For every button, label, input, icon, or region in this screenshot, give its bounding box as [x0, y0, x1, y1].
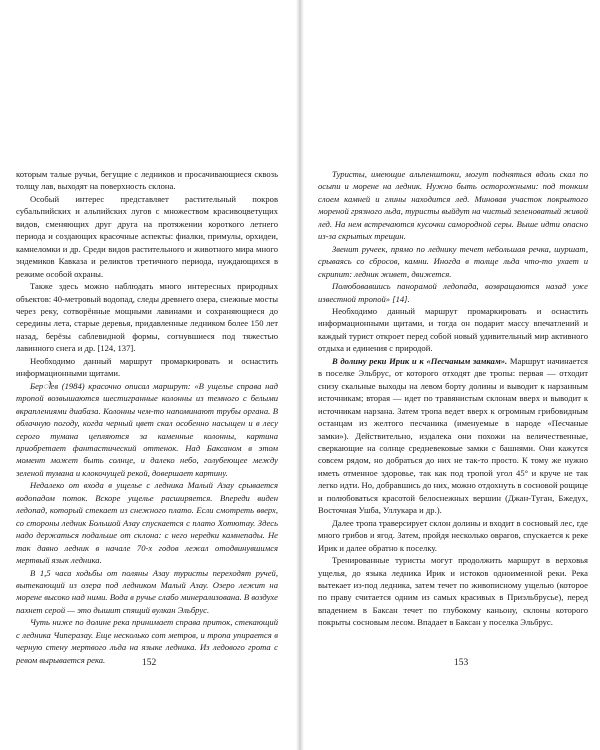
quote-paragraph: Звенит ручеек, прямо по леднику течет небольшая речка, шуршат, срываясь со сбросов, камни. Иногда в толще льда что-то ухает и скрипит: ледник живет, движется.	[318, 243, 588, 279]
quote-paragraph: Берोев (1984) красочно описал маршрут: «В ущелье справа над тропой возвышаются шестигранные колонны из темного с белыми вкраплениями диабаза. Колонны чем-то напоминают трубы органа. В облачную погоду, когда черный цвет скал особенно насыщен и в лесу серого тумана цепляются за каменные колонны, картина приобретает фантастический оттенок. Над Баксаном в этом момент может быть солнце, и далеко небо, голубеющее между зеленой тумана и клокочущей рекой, довершает картину.	[16, 380, 278, 478]
page-number: 152	[142, 658, 157, 668]
paragraph: Необходимо данный маршрут промаркировать и оснастить информационными щитами.	[16, 355, 278, 379]
paragraph: Также здесь можно наблюдать много интересных природных объектов: 40-метровый водопад, следы древнего озера, снежные мосты через реку, сотворённые мощными лавинами и сохраняющиеся до середины лета, старые деревья, придавленные ледником более 150 лет назад, берёзы саблевидной формы, согнувшиеся под тяжестью лавинного снега и др. [124, 137].	[16, 281, 278, 354]
left-page	[0, 0, 296, 750]
page-number: 153	[454, 658, 469, 668]
paragraph: Необходимо данный маршрут промаркировать и оснастить информационными щитами, и тогда он подарит массу впечатлений и каждый турист откроет перед собой новый удивительный мир активного отдыха и единения с природой.	[318, 305, 588, 354]
quote-paragraph: Полюбовавшись панорамой ледопада, возвращаются назад уже известной тропой» [14].	[318, 281, 588, 304]
quote-paragraph: В 1,5 часа ходьбы от поляны Азау туристы переходят ручей, вытекающий из озера под ледником Малый Азау. Озеро лежит на морене высоко над ними. Вода в ручье слабо минерализована. В воздухе пахнет серой — это дышит спящий вулкан Эльбрус.	[16, 567, 278, 615]
paragraph: Тренированные туристы могут продолжить маршрут в верховья ущелья, до языка ледника Ирик и истоков одноименной реки. Река вытекает из-под ледника, затем течет по живописному ущелью (которое по праву считается одним из самых красивых в Приэльбрусье), перед впадением в Баксан течет по глубокому каньону, склоны которого покрыты сосновым лесом. Впадает в Баксан у поселка Эльбрус.	[318, 555, 588, 628]
book-gutter	[296, 0, 304, 750]
quote-paragraph: Недалеко от входа в ущелье с ледника Малый Азау срывается водопадом поток. Вскоре ущелье расширяется. Впереди виден ледопад, который стекает из снежного плато. Если смотреть вверх, со стороны ледник Большой Азау спускается с плато Хотютау. Здесь надо держаться подальше от склона: с него нередки камнепады. Не так давно ледник в начале 70-х годов лежал отодвинувшимся мертвый язык ледника.	[16, 480, 278, 566]
paragraph: Далее тропа траверсирует склон долины и входит в сосновый лес, где много грибов и ягод. Затем, пройдя несколько оврагов, спускается к реке Ирик и далее обратно к поселку.	[318, 517, 588, 553]
left-page-text	[16, 168, 278, 666]
right-page	[304, 0, 600, 750]
right-page-text	[318, 168, 588, 629]
quote-paragraph: Туристы, имеющие альпенштоки, могут подняться вдоль скал по осыпи и морене на ледник. Нужно быть осторожными: под тонким слоем камней и глины находится лед. Миновав участок покрытого мореной грязного льда, туристы выйдут на чистый зеленоватый живой лед. На нем встречаются кусочки самородной серы. Выше идти опасно из-за скрытых трещин.	[318, 169, 588, 242]
paragraph: Особый интерес представляет растительный покров субальпийских и альпийских лугов с множеством красивоцветущих видов, сменяющих друг друга на протяжении короткого летнего периода и создающих красочные аспекты: фиалки, примулы, орхидеи, камнеломки и др. Среди видов растительного и животного мира много эндемиков Кавказа и реликтов третичного периода, нуждающихся в режиме особой охраны.	[16, 193, 278, 279]
route-paragraph: В долину реки Ирик и к «Песчаным замкам». Маршрут начинается в поселке Эльбрус, от которого отходят две тропы: первая — отходит снизу скальные выходы на левом борту долины и выводит к нарзанным источникам; вторая — идет по травянистым склонам вверх и выводит к источникам нарзана. Затем тропа ведет вверх к огромным грибовидным останцам из желтого песчаника (именуемые в народе «Песчаные замки»). Действительно, издалека они похожи на величественные, сверкающие на солнце средневековые замки с башнями. Они кажутся совсем рядом, но добраться до них не так-то просто. К тому же нужно иметь отменное здоровье, так как под тропой угол 45° и круче не так легко идти. Но, добравшись до них, можно отдохнуть в сосновой рощице и полюбоваться красотой белоснежных вершин (Джан-Туган, Бжедух, Восточная Ушба, Уллукара и др.).	[318, 355, 588, 516]
paragraph: которым талые ручьи, бегущие с ледников и просачивающиеся сквозь толщу лав, выходят на поверхность склона.	[16, 169, 278, 192]
route-heading: В долину реки Ирик и к «Песчаным замкам».	[332, 355, 508, 366]
quote-paragraph: Чуть ниже по долине река принимает справа приток, стекающий с ледника Чиперазау. Еще несколько сот метров, и тропа упирается в черную стену мертвого льда на языке ледника. Из ледового грота с ревом вырывается река.	[16, 617, 278, 665]
